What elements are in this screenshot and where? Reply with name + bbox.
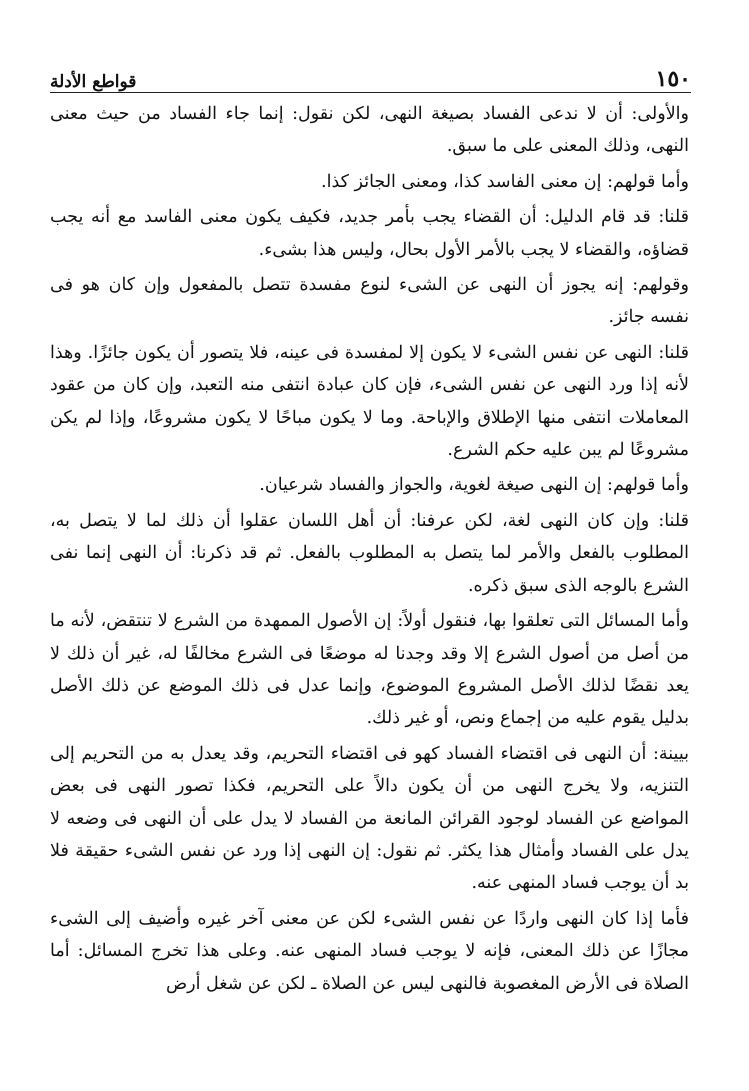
paragraph: وأما قولهم: إن معنى الفاسد كذا، ومعنى الجائز كذا. [321, 171, 689, 192]
paragraph: قلنا: قد قام الدليل: أن القضاء يجب بأمر جديد، فكيف يكون معنى الفاسد مع أنه يجب قضاؤه، والقضاء لا يجب بالأمر الأول بحال، وليس هذا بشىء. [50, 207, 689, 260]
paragraph: وأما المسائل التى تعلقوا بها، فنقول أولاً: إن الأصول الممهدة من الشرع لا تنتقض، لأنه ما من أصل من أصول الشرع إلا وقد وجدنا له موضعًا فى الشرع مخالفًا له، غير أن ذلك لا يعد نقضًا لذلك الأصل المشروع الموضوع، وإنما عدل فى ذلك الموضع عن ذلك الأصل بدليل يقوم عليه من إجماع ونص، أو غير ذلك. [50, 611, 689, 729]
paragraph: فأما إذا كان النهى واردًا عن نفس الشىء لكن عن معنى آخر غيره وأضيف إلى الشىء مجازًا عن ذلك المعنى، فإنه لا يوجب فساد المنهى عنه. وعلى هذا تخرج المسائل: أما الصلاة فى الأرض المغصوبة فالنهى ليس عن الصلاة ـ لكن عن شغل أرض [50, 908, 689, 994]
paragraph: والأولى: أن لا ندعى الفساد بصيغة النهى، لكن نقول: إنما جاء الفساد من حيث معنى النهى، وذلك المعنى على ما سبق. [50, 104, 689, 157]
paragraph: قلنا: النهى عن نفس الشىء لا يكون إلا لمفسدة فى عينه، فلا يتصور أن يكون جائزًا. وهذا لأنه إذا ورد النهى عن نفس الشىء، فإن كان عبادة انتفى منه التعبد، وإن كان من عقود المعاملات انتفى منها الإطلاق والإباحة. وما لا يكون مباحًا لا يكون مشروعًا، وإذا لم يكن مشروعًا لم يبن عليه حكم الشرع. [50, 342, 689, 461]
body-text [50, 98, 689, 1003]
header-divider [50, 92, 691, 93]
paragraph: وقولهم: إنه يجوز أن النهى عن الشىء لنوع مفسدة تتصل بالمفعول وإن كان هو فى نفسه جائز. [50, 275, 689, 328]
page-header [50, 56, 691, 92]
paragraph: وأما قولهم: إن النهى صيغة لغوية، والجواز والفساد شرعيان. [259, 475, 689, 496]
page-number: ١٥٠ [655, 66, 691, 92]
paragraph: بيينة: أن النهى فى اقتضاء الفساد كهو فى اقتضاء التحريم، وقد يعدل به من التحريم إلى التنزيه، ولا يخرج النهى من أن يكون دالاً على التحريم، فكذا تصور النهى فى بعض المواضع عن الفساد لوجود القرائن المانعة من الفساد لا يدل على أن النهى فى وضعه لا يدل على الفساد وأمثال هذا يكثر. ثم نقول: إن النهى إذا ورد عن نفس الشىء حقيقة فلا بد أن يوجب فساد المنهى عنه. [50, 743, 689, 894]
paragraph: قلنا: وإن كان النهى لغة، لكن عرفنا: أن أهل اللسان عقلوا أن ذلك لما لا يتصل به، المطلوب بالفعل والأمر لما يتصل به المطلوب بالفعل. ثم قد ذكرنا: أن النهى إنما نفى الشرع بالوجه الذى سبق ذكره. [50, 510, 689, 596]
running-title: قواطع الأدلة [50, 72, 137, 92]
